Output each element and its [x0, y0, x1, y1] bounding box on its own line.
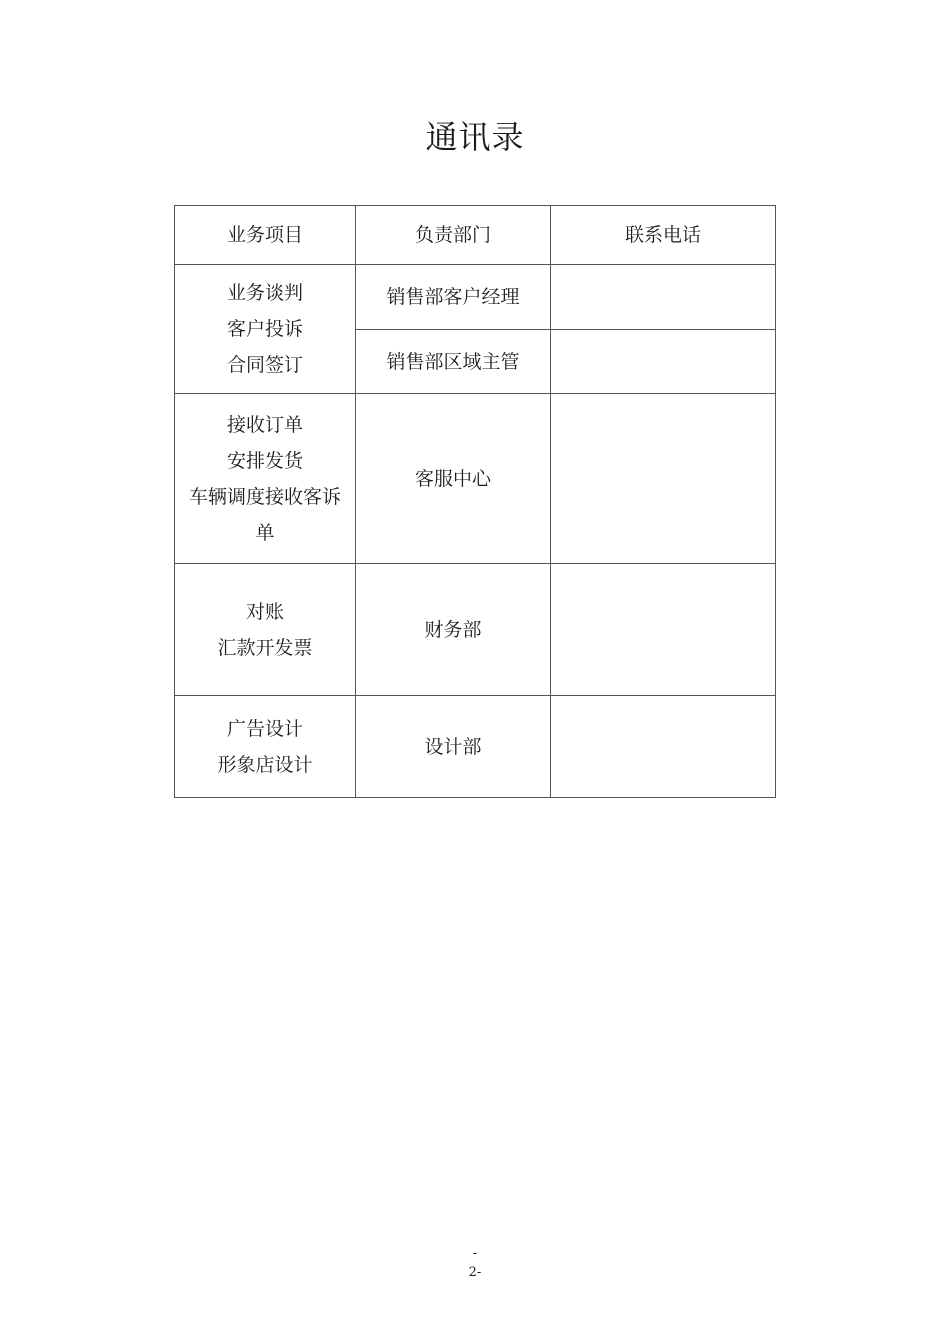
business-items-cell — [175, 265, 356, 394]
department-cell: 设计部 — [356, 696, 551, 798]
table-row — [175, 394, 776, 564]
header-business-items: 业务项目 — [175, 206, 356, 265]
business-item: 接收订单 — [226, 413, 303, 436]
contact-directory-table — [174, 205, 776, 798]
department-cell: 客服中心 — [356, 394, 551, 564]
business-item: 车辆调度接收客诉 — [188, 485, 341, 508]
page-number: 2- — [468, 1265, 482, 1280]
table-row — [175, 265, 776, 330]
business-item: 广告设计 — [226, 717, 303, 740]
business-items-cell — [175, 696, 356, 798]
business-item: 单 — [255, 521, 275, 544]
business-item: 汇款开发票 — [217, 636, 313, 659]
business-items-cell — [175, 564, 356, 696]
business-items-cell — [175, 394, 356, 564]
phone-cell — [551, 265, 776, 330]
business-item: 形象店设计 — [217, 753, 313, 776]
footer-dash: - — [472, 1246, 478, 1261]
business-item: 客户投诉 — [226, 318, 303, 340]
table-row — [175, 696, 776, 798]
department-cell: 财务部 — [356, 564, 551, 696]
page-title: 通讯录 — [425, 118, 525, 156]
header-contact-phone: 联系电话 — [551, 206, 776, 265]
business-item: 合同签订 — [226, 354, 303, 376]
table-row — [175, 564, 776, 696]
header-responsible-department: 负责部门 — [356, 206, 551, 265]
table-header-row — [175, 206, 776, 265]
business-item: 对账 — [245, 600, 284, 623]
department-cell: 销售部客户经理 — [356, 265, 551, 330]
business-item: 安排发货 — [226, 449, 303, 472]
business-item: 业务谈判 — [226, 282, 303, 304]
phone-cell — [551, 394, 776, 564]
department-cell: 销售部区域主管 — [356, 330, 551, 394]
phone-cell — [551, 696, 776, 798]
phone-cell — [551, 564, 776, 696]
phone-cell — [551, 330, 776, 394]
